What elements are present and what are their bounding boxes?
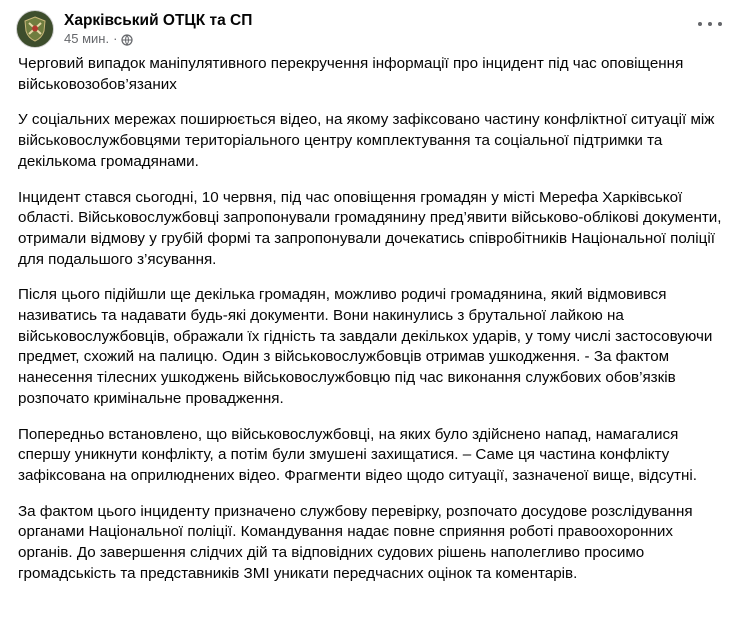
post-paragraph-4: Після цього підійшли ще декілька громадян, можливо родичі громадянина, який відмовився називатись та надавати будь-які документи. Вони накинулись з брутальної лайкою на військовослужбовців, ображали їх гідність та завдали декількох ударів, у тому числі застосовуючи предмет, схожий на палицю. Один з військовослужбовців отримав ушкодження. - За фактом нанесення тілесних ушкоджень військовослужбовцю під час виконання службових обов’язків розпочато кримінальне провадження. [18, 286, 713, 407]
more-dot-1 [698, 22, 702, 26]
post-body [18, 54, 730, 599]
post-subline [64, 30, 252, 48]
post-paragraph-6: За фактом цього інциденту призначено службову перевірку, розпочато досудове розслідування органами Національної поліції. Командування надає повне сприяння роботі правоохоронних органів. До завершення слідчих дій та відповідних судових рішень наполегливо просимо громадськість та представників ЗМІ уникати передчасних оцінок та коментарів. [18, 502, 693, 582]
separator-dot: · [113, 30, 118, 46]
post-paragraph-5: Попередньо встановлено, що військовослужбовці, на яких було здійснено напад, намагалися спершу уникнути конфлікту, а потім були змушені захищатися. – Саме ця частина конфлікту зафіксована на оприлюднених відео. Фрагменти відео щодо ситуації, зазначеної вище, відсутні. [18, 425, 697, 484]
post-paragraph-3: Інцидент стався сьогодні, 10 червня, під час оповіщення громадян у місті Мерефа Харківської області. Військовослужбовці запропонували громадянину пред’явити військово-облікові документи, отримали відмову у грубій формі та запропонували дочекатись співробітників Національної поліції для подальшого з’ясування. [18, 188, 722, 268]
globe-icon[interactable] [121, 33, 133, 45]
post-header [16, 10, 252, 48]
page-avatar[interactable] [16, 10, 54, 48]
post-paragraph-2: У соціальних мережах поширюється відео, на якому зафіксовано частину конфліктної ситуації між військовослужбовцями територіального центру комплектування та соціальної підтримки та декількома громадянами. [18, 111, 715, 170]
more-dot-2 [708, 22, 712, 26]
more-options-icon[interactable] [698, 14, 722, 34]
more-dot-3 [718, 22, 722, 26]
page-name-link[interactable]: Харківський ОТЦК та СП [64, 11, 253, 29]
post-meta [64, 11, 252, 48]
military-emblem-icon [20, 14, 50, 44]
post-timestamp[interactable]: 45 мин. [64, 30, 110, 46]
post-paragraph-1: Черговий випадок маніпулятивного перекручення інформації про інцидент під час оповіщення військовозобов’язаних [18, 55, 684, 93]
